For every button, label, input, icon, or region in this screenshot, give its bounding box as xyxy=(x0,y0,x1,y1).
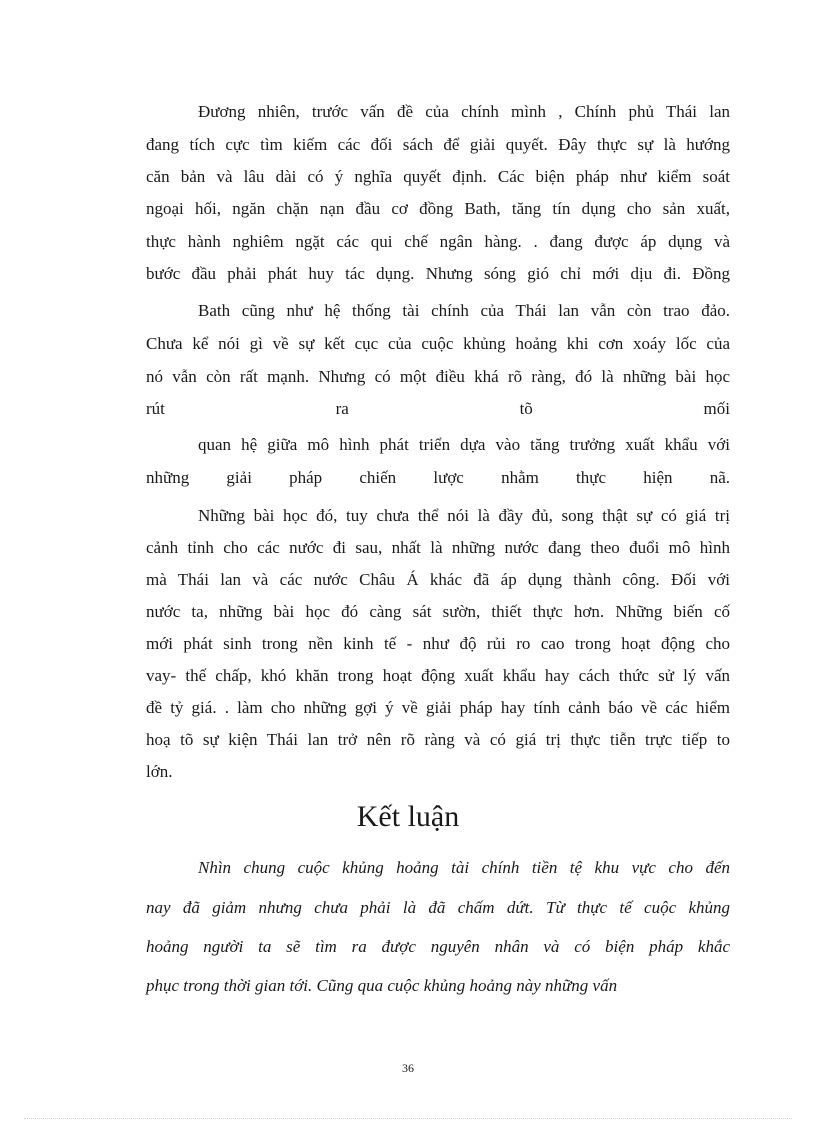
conclusion-line-1: Nhìn chung cuộc khủng hoảng tài chính tiền tệ khu vực cho đến xyxy=(198,858,730,877)
body-line-11: quan hệ giữa mô hình phát triển dựa vào tăng trưởng xuất khẩu với xyxy=(198,435,730,454)
body-line-20: hoạ tõ sự kiện Thái lan trở nên rõ ràng và có giá trị thực tiễn trực tiếp to xyxy=(146,730,730,749)
body-line-17: mới phát sinh trong nền kinh tế - như độ rủi ro cao trong hoạt động cho xyxy=(146,634,730,653)
page-number: 36 xyxy=(402,1061,414,1075)
body-line-21: lớn. xyxy=(146,762,173,781)
body-line-19: đề tỷ giá. . làm cho những gợi ý về giải pháp hay tính cảnh báo về các hiểm xyxy=(146,698,730,717)
body-line-9: nó vẫn còn rất mạnh. Nhưng có một điều khá rõ ràng, đó là những bài học xyxy=(146,367,730,386)
body-line-18: vay- thế chấp, khó khăn trong hoạt động xuất khẩu hay cách thức sử lý vấn xyxy=(146,666,730,685)
body-line-8: Chưa kể nói gì về sự kết cục của cuộc khủng hoảng khi cơn xoáy lốc của xyxy=(146,334,730,353)
body-line-1: Đương nhiên, trước vấn đề của chính mình , Chính phủ Thái lan xyxy=(198,102,730,121)
body-line-13: Những bài học đó, tuy chưa thể nói là đầy đủ, song thật sự có giá trị xyxy=(198,506,730,525)
body-line-12: những giải pháp chiến lược nhằm thực hiện nã. xyxy=(146,468,730,487)
body-line-15: mà Thái lan và các nước Châu Á khác đã áp dụng thành công. Đối với xyxy=(146,570,730,589)
body-line-10: rút ra tõ mối xyxy=(146,399,730,418)
conclusion-line-4: phục trong thời gian tới. Cũng qua cuộc khủng hoảng này những vấn xyxy=(146,976,618,995)
body-line-6: bước đầu phải phát huy tác dụng. Nhưng sóng gió chỉ mới dịu đi. Đồng xyxy=(146,264,730,283)
conclusion-line-2: nay đã giảm nhưng chưa phải là đã chấm dứt. Từ thực tế cuộc khủng xyxy=(146,898,730,917)
body-line-4: ngoại hối, ngăn chặn nạn đầu cơ đồng Bath, tăng tín dụng cho sản xuất, xyxy=(146,199,730,218)
page-bottom-divider xyxy=(24,1118,792,1119)
body-line-16: nước ta, những bài học đó càng sát sườn, thiết thực hơn. Những biến cố xyxy=(146,602,730,621)
body-line-2: đang tích cực tìm kiếm các đối sách để giải quyết. Đây thực sự là hướng xyxy=(146,135,730,154)
body-line-5: thực hành nghiêm ngặt các qui chế ngân hàng. . đang được áp dụng và xyxy=(146,232,730,251)
section-heading: Kết luận xyxy=(356,800,460,833)
conclusion-line-3: hoảng người ta sẽ tìm ra được nguyên nhân và có biện pháp khắc xyxy=(146,937,730,956)
body-line-14: cảnh tỉnh cho các nước đi sau, nhất là những nước đang theo đuổi mô hình xyxy=(146,538,730,557)
body-line-7: Bath cũng như hệ thống tài chính của Thái lan vẫn còn trao đảo. xyxy=(198,301,730,320)
body-line-3: căn bản và lâu dài có ý nghĩa quyết định. Các biện pháp như kiểm soát xyxy=(146,167,730,186)
